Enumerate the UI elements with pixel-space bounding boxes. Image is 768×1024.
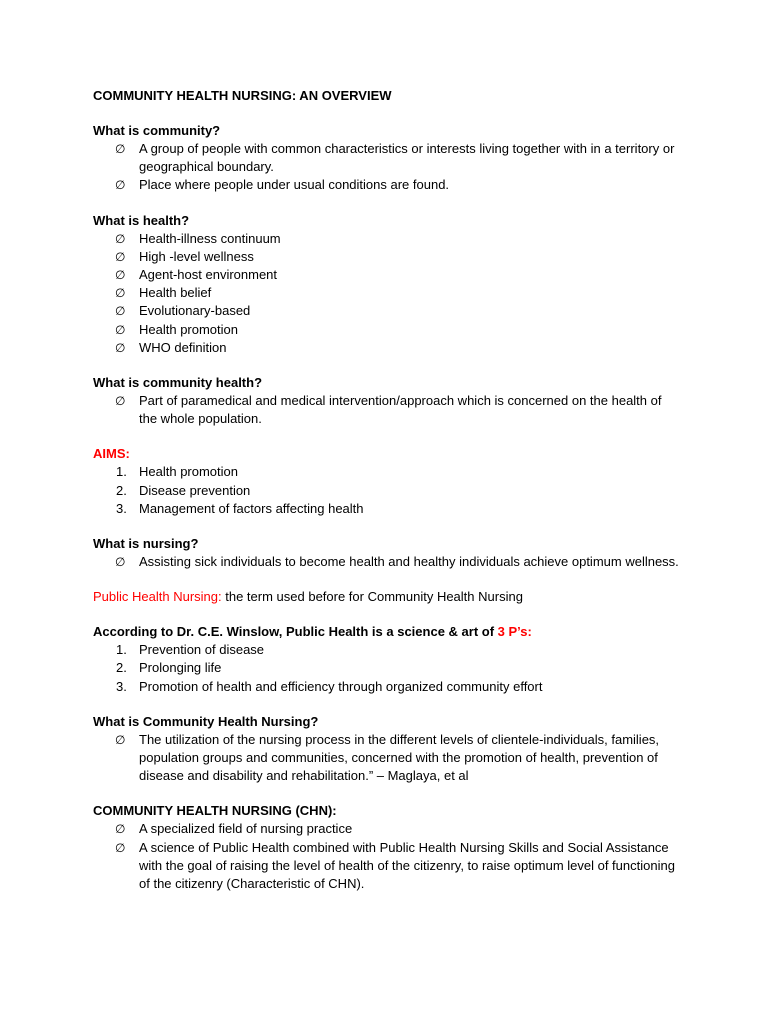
phn-label: Public Health Nursing: [93, 589, 222, 605]
section-health [93, 212, 683, 357]
bullet-list [93, 140, 683, 195]
list-item [93, 339, 683, 357]
list-number: 1. [116, 642, 127, 658]
empty-set-bullet-icon: ∅ [115, 340, 126, 355]
list-item-text: Health promotion [139, 321, 238, 337]
aims-heading: AIMS: [93, 446, 130, 462]
list-item-text: Disease prevention [139, 482, 251, 498]
list-item-text: Promotion of health and efficiency through organized community effort [139, 678, 543, 694]
list-number: 1. [116, 464, 127, 480]
list-item [93, 392, 683, 428]
list-item [93, 248, 683, 266]
list-item-text: Part of paramedical and medical intervention/approach which is concerned on the health of the whole population. [139, 393, 662, 427]
list-item [93, 321, 683, 339]
list-item [93, 176, 683, 194]
list-item [93, 820, 683, 838]
winslow-heading-text: According to Dr. C.E. Winslow, Public Health is a science & art of [93, 624, 498, 640]
list-item [93, 230, 683, 248]
section-chn-definition [93, 713, 683, 786]
list-item-text: A group of people with common characteristics or interests living together with in a territory or geographical boundary. [139, 141, 675, 175]
list-item-text: Evolutionary-based [139, 303, 251, 319]
bullet-list [93, 230, 683, 357]
phn-text: the term used before for Community Health Nursing [221, 589, 523, 605]
list-item-text: High -level wellness [139, 248, 254, 264]
empty-set-bullet-icon: ∅ [115, 840, 126, 855]
bullet-list [93, 820, 683, 893]
empty-set-bullet-icon: ∅ [115, 249, 126, 264]
winslow-highlight: 3 P’s: [497, 624, 532, 640]
document-content [93, 87, 683, 910]
list-item [93, 463, 683, 481]
list-item [93, 266, 683, 284]
list-number: 2. [116, 660, 127, 676]
list-number: 3. [116, 500, 127, 516]
list-item-text: Management of factors affecting health [139, 500, 364, 516]
list-item-text: A specialized field of nursing practice [139, 821, 353, 837]
list-item-text: A science of Public Health combined with Public Health Nursing Skills and Social Assistance with the goal of raising the level of health of the citizenry, to raise optimum level of functioning of the citizenry (Characteristic of CHN). [139, 839, 675, 892]
empty-set-bullet-icon: ∅ [115, 268, 126, 283]
empty-set-bullet-icon: ∅ [115, 732, 126, 747]
list-item [93, 659, 683, 677]
section-heading: What is Community Health Nursing? [93, 713, 319, 729]
section-community [93, 122, 683, 195]
section-chn [93, 802, 683, 893]
list-number: 3. [116, 678, 127, 694]
bullet-list [93, 553, 683, 571]
empty-set-bullet-icon: ∅ [115, 555, 126, 570]
section-winslow [93, 623, 683, 696]
list-item-text: Health belief [139, 285, 212, 301]
list-item [93, 553, 683, 571]
list-item-text: Place where people under usual conditions are found. [139, 177, 450, 193]
list-item-text: Prevention of disease [139, 642, 265, 658]
list-item [93, 731, 683, 786]
list-item-text: Prolonging life [139, 660, 222, 676]
list-item [93, 678, 683, 696]
list-item [93, 302, 683, 320]
empty-set-bullet-icon: ∅ [115, 322, 126, 337]
list-number: 2. [116, 482, 127, 498]
section-heading: COMMUNITY HEALTH NURSING (CHN): [93, 803, 337, 819]
empty-set-bullet-icon: ∅ [115, 178, 126, 193]
bullet-list [93, 392, 683, 428]
bullet-list [93, 731, 683, 786]
section-heading [93, 623, 683, 641]
list-item [93, 140, 683, 176]
list-item [93, 500, 683, 518]
section-aims [93, 445, 683, 518]
section-heading: What is health? [93, 212, 190, 228]
section-nursing [93, 535, 683, 571]
empty-set-bullet-icon: ∅ [115, 142, 126, 156]
list-item [93, 839, 683, 894]
list-item-text: Health-illness continuum [139, 230, 281, 246]
list-item-text: Health promotion [139, 464, 238, 480]
list-item [93, 641, 683, 659]
section-heading: What is community health? [93, 375, 263, 391]
section-phn [93, 588, 683, 606]
empty-set-bullet-icon: ∅ [115, 822, 126, 837]
list-item-text: WHO definition [139, 339, 227, 355]
list-item-text: Assisting sick individuals to become health and healthy individuals achieve optimum wellness. [139, 554, 679, 570]
empty-set-bullet-icon: ∅ [115, 304, 126, 319]
list-item-text: Agent-host environment [139, 267, 278, 283]
numbered-list [93, 463, 683, 518]
list-item [93, 482, 683, 500]
section-heading: What is nursing? [93, 536, 199, 552]
section-community-health [93, 374, 683, 428]
section-heading: What is community? [93, 123, 221, 138]
list-item [93, 284, 683, 302]
empty-set-bullet-icon: ∅ [115, 286, 126, 301]
list-item-text: The utilization of the nursing process in the different levels of clientele-individuals, families, population groups and communities, concerned with the promotion of health, prevention of disease and disability and rehabilitation.” – Maglaya, et al [139, 731, 660, 784]
empty-set-bullet-icon: ∅ [115, 394, 126, 409]
numbered-list [93, 641, 683, 696]
empty-set-bullet-icon: ∅ [115, 231, 126, 246]
document-title: COMMUNITY HEALTH NURSING: AN OVERVIEW [93, 88, 392, 103]
